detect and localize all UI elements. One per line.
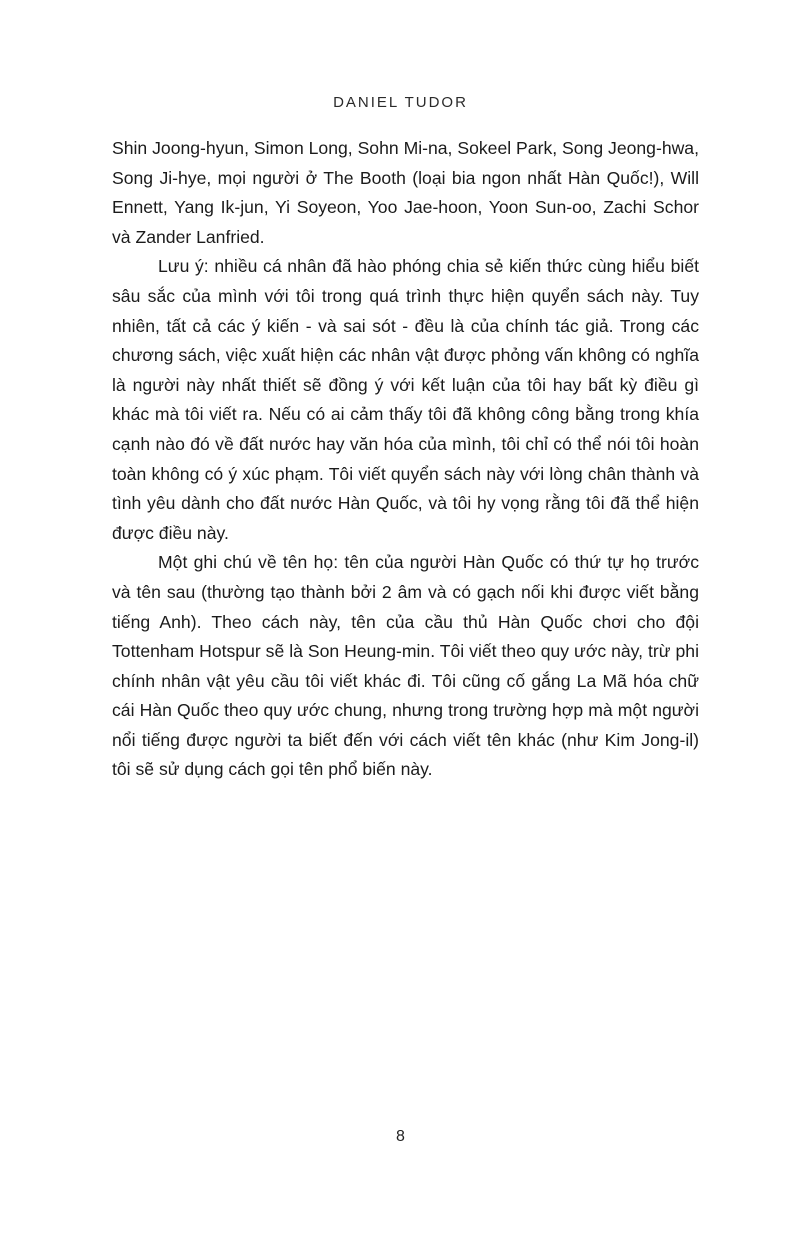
paragraph-acknowledgements-continued: Shin Joong-hyun, Simon Long, Sohn Mi-na, Sokeel Park, Song Jeong-hwa, Song Ji-hye, mọi người ở The Booth (loại bia ngon nhất Hàn Quốc!), Will Ennett, Yang Ik-jun, Yi Soyeon, Yoo Jae-hoon, Yoon Sun-oo, Zachi Schor và Zander Lanfried.: [112, 138, 699, 247]
page-number: 8: [396, 1128, 405, 1145]
running-header: DANIEL TUDOR: [333, 94, 468, 111]
paragraph-disclaimer-note: Lưu ý: nhiều cá nhân đã hào phóng chia sẻ kiến thức cùng hiểu biết sâu sắc của mình với tôi trong quá trình thực hiện quyển sách này. Tuy nhiên, tất cả các ý kiến - và sai sót - đều là của chính tác giả. Trong các chương sách, việc xuất hiện các nhân vật được phỏng vấn không có nghĩa là người này nhất thiết sẽ đồng ý với kết luận của tôi hay bất kỳ điều gì khác mà tôi viết ra. Nếu có ai cảm thấy tôi đã không công bằng trong khía cạnh nào đó về đất nước hay văn hóa của mình, tôi chỉ có thể nói tôi hoàn toàn không có ý xúc phạm. Tôi viết quyển sách này với lòng chân thành và tình yêu dành cho đất nước Hàn Quốc, và tôi hy vọng rằng tôi đã thể hiện được điều này.: [112, 256, 699, 543]
paragraph-names-note: Một ghi chú về tên họ: tên của người Hàn Quốc có thứ tự họ trước và tên sau (thường tạo thành bởi 2 âm và có gạch nối khi được viết bằng tiếng Anh). Theo cách này, tên của cầu thủ Hàn Quốc chơi cho đội Tottenham Hotspur sẽ là Son Heung-min. Tôi viết theo quy ước này, trừ phi chính nhân vật yêu cầu tôi viết khác đi. Tôi cũng cố gắng La Mã hóa chữ cái Hàn Quốc theo quy ước chung, nhưng trong trường hợp mà một người nổi tiếng được người ta biết đến với cách viết tên khác (như Kim Jong-il) tôi sẽ sử dụng cách gọi tên phổ biến này.: [112, 552, 699, 780]
body-text: [112, 134, 699, 785]
